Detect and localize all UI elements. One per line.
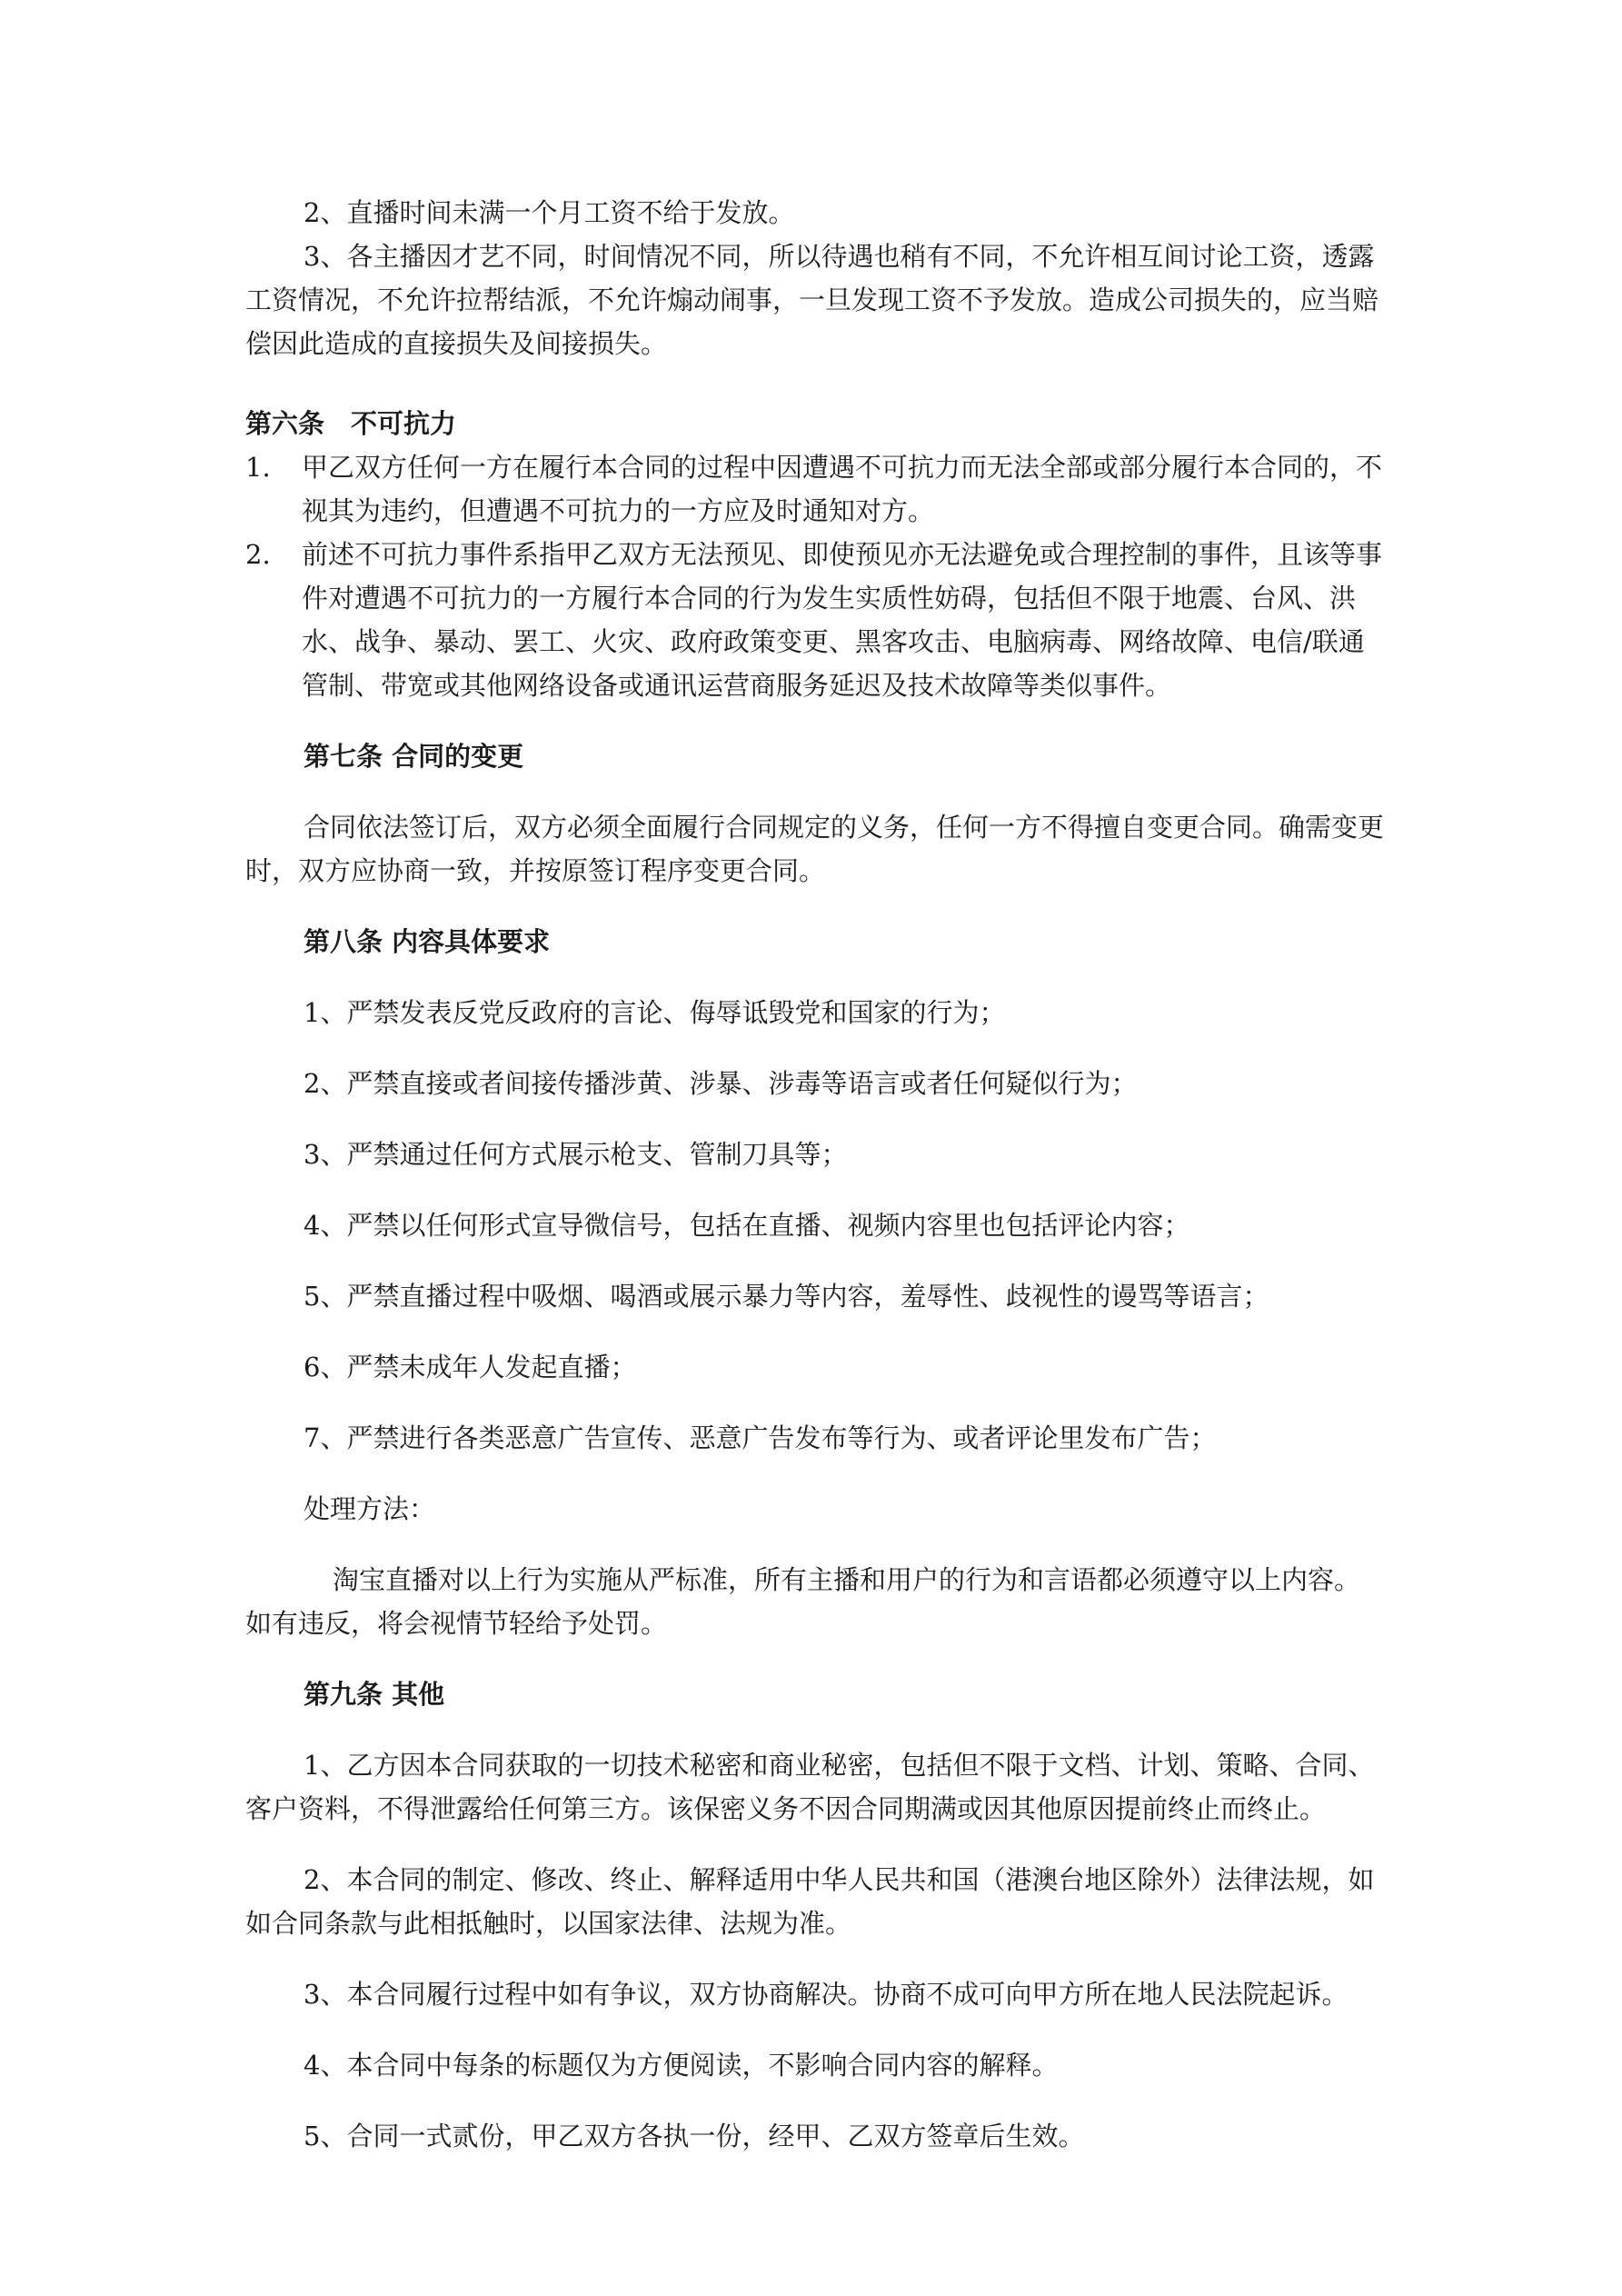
article-9-title: 第九条 其他	[304, 1679, 445, 1710]
list-number: 2.	[245, 539, 271, 570]
list-text: 甲乙双方任何一方在履行本合同的过程中因遭遇不可抗力而无法全部或部分履行本合同的，不视其为违约，但遭遇不可抗力的一方应及时通知对方。	[302, 452, 1383, 526]
article-8-item-6: 6、严禁未成年人发起直播；	[304, 1352, 637, 1383]
article-9-item-5: 5、合同一式贰份，甲乙双方各执一份，经甲、乙双方签章后生效。	[304, 2121, 1085, 2151]
list-item	[245, 445, 1386, 533]
list-text: 前述不可抗力事件系指甲乙双方无法预见、即使预见亦无法避免或合理控制的事件，且该等事件对遭遇不可抗力的一方履行本合同的行为发生实质性妨碍，包括但不限于地震、台风、洪水、战争、暴动、罢工、火灾、政府政策变更、黑客攻击、电脑病毒、网络故障、电信/联通管制、带宽或其他网络设备或通讯运营商服务延迟及技术故障等类似事件。	[302, 539, 1383, 701]
article-8-item-5: 5、严禁直播过程中吸烟、喝酒或展示暴力等内容，羞辱性、歧视性的谩骂等语言；	[304, 1281, 1269, 1312]
article-6-title: 第六条 不可抗力	[245, 408, 457, 439]
handling-method-text: 淘宝直播对以上行为实施从严标准，所有主播和用户的行为和言语都必须遵守以上内容。如有违反，将会视情节轻给予处罚。	[245, 1564, 1361, 1639]
salary-clause-3: 3、各主播因才艺不同，时间情况不同，所以待遇也稍有不同，不允许相互间讨论工资，透露工资情况，不允许拉帮结派，不允许煽动闹事，一旦发现工资不予发放。造成公司损失的，应当赔偿因此造成的直接损失及间接损失。	[245, 241, 1379, 359]
article-8-title: 第八条 内容具体要求	[304, 926, 551, 957]
article-9-item-4: 4、本合同中每条的标题仅为方便阅读，不影响合同内容的解释。	[304, 2050, 1059, 2081]
handling-method-label: 处理方法：	[304, 1493, 436, 1524]
list-number: 1.	[245, 452, 271, 483]
article-6-list	[245, 445, 1386, 707]
article-7-body: 合同依法签订后，双方必须全面履行合同规定的义务，任何一方不得擅自变更合同。确需变更时，双方应协商一致，并按原签订程序变更合同。	[245, 812, 1385, 886]
salary-clause-2: 2、直播时间未满一个月工资不给于发放。	[304, 197, 795, 228]
article-8-item-3: 3、严禁通过任何方式展示枪支、管制刀具等；	[304, 1139, 848, 1170]
article-7-title: 第七条 合同的变更	[304, 741, 524, 772]
article-9-item-3: 3、本合同履行过程中如有争议，双方协商解决。协商不成可向甲方所在地人民法院起诉。	[304, 1979, 1348, 2010]
article-9-item-1: 1、乙方因本合同获取的一切技术秘密和商业秘密，包括但不限于文档、计划、策略、合同、客户资料，不得泄露给任何第三方。该保密义务不因合同期满或因其他原因提前终止而终止。	[245, 1750, 1375, 1824]
article-9-item-2: 2、本合同的制定、修改、终止、解释适用中华人民共和国（港澳台地区除外）法律法规，如如合同条款与此相抵触时，以国家法律、法规为准。	[245, 1864, 1375, 1939]
article-8-item-4: 4、严禁以任何形式宣导微信号，包括在直播、视频内容里也包括评论内容；	[304, 1210, 1190, 1241]
article-8-item-1: 1、严禁发表反党反政府的言论、侮辱诋毁党和国家的行为；	[304, 997, 1006, 1028]
article-8-item-7: 7、严禁进行各类恶意广告宣传、恶意广告发布等行为、或者评论里发布广告；	[304, 1423, 1217, 1453]
article-8-item-2: 2、严禁直接或者间接传播涉黄、涉暴、涉毒等语言或者任何疑似行为；	[304, 1068, 1138, 1099]
list-item	[245, 533, 1386, 707]
